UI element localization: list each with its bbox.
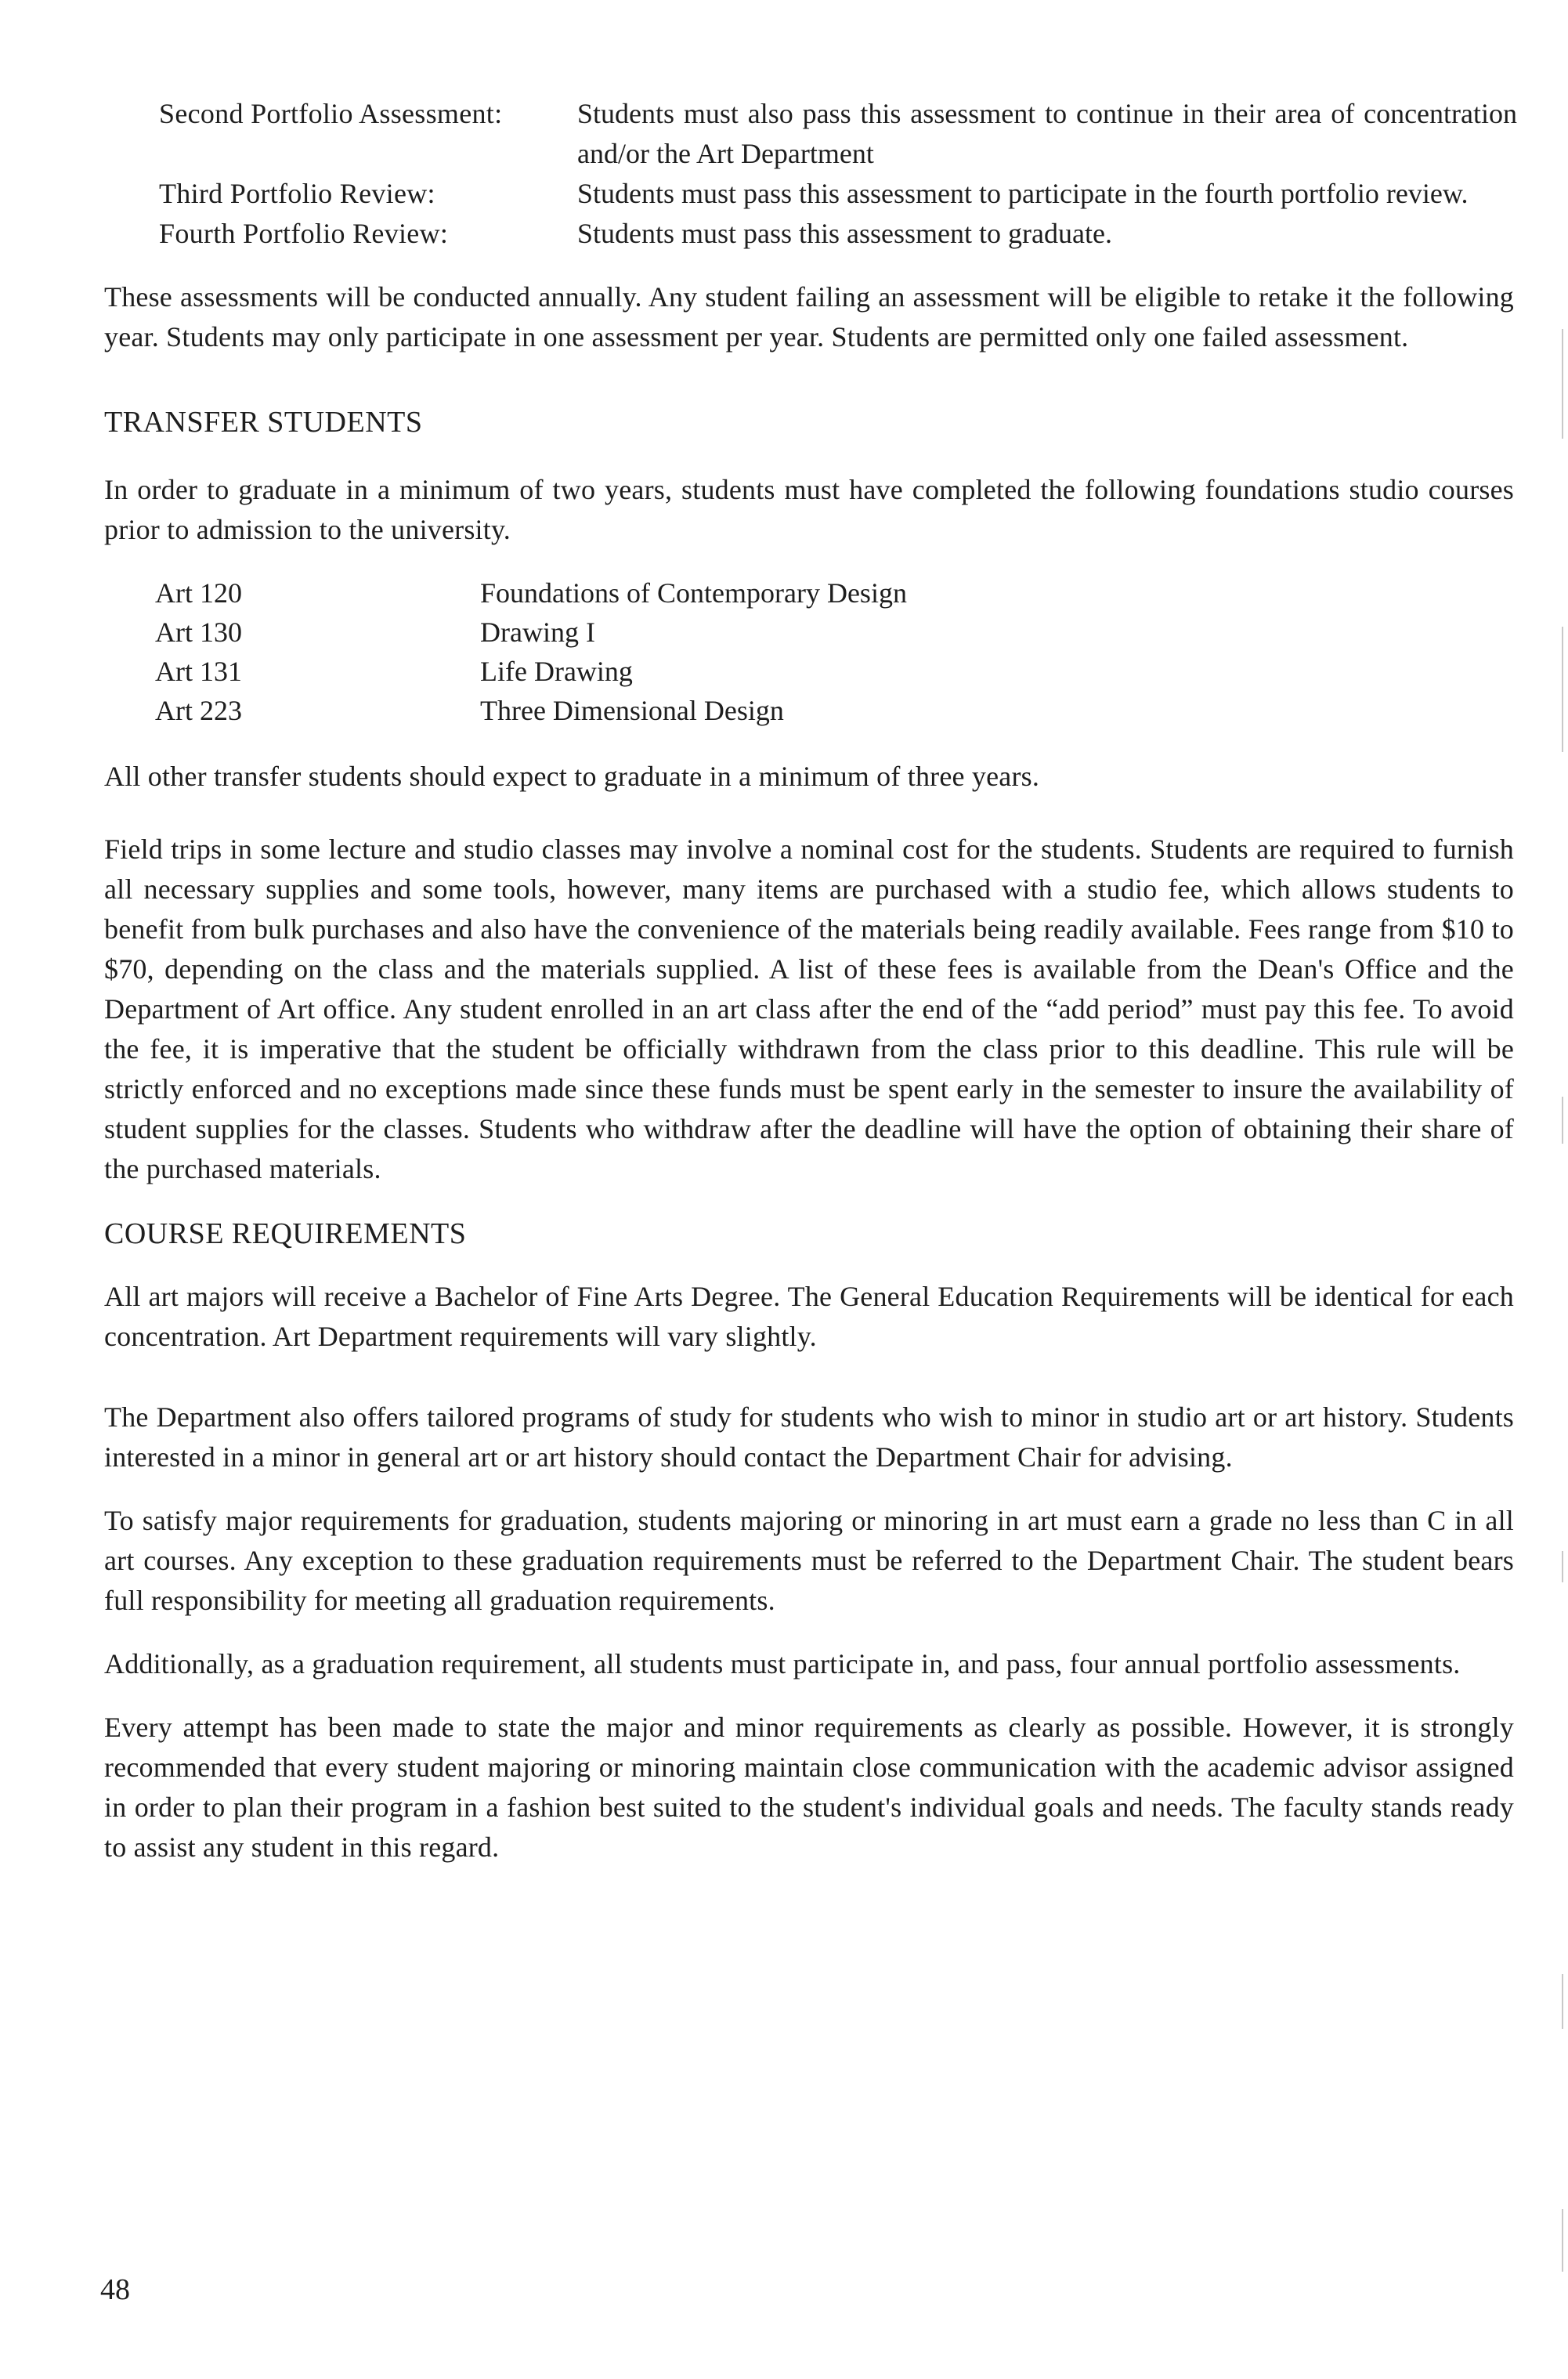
assessment-description: Students must pass this assessment to graduate. <box>577 218 1112 249</box>
course-row <box>155 573 1514 613</box>
assessment-label: Third Portfolio Review: <box>159 178 435 209</box>
assessment-row <box>159 214 1517 254</box>
studio-fees-paragraph: Field trips in some lecture and studio classes may involve a nominal cost for the students. Students are required to furnish all necessary supplies and some tools, however, many items are purchased with a studio fee, which allows students to benefit from bulk purchases and also have the convenience of the materials being readily available. Fees range from $10 to $70, depending on the class and the materials supplied. A list of these fees is available from the Dean's Office and the Department of Art office. Any student enrolled in an art class after the end of the “add period” must pay this fee. To avoid the fee, it is imperative that the student be officially withdrawn from the class prior to this deadline. This rule will be strictly enforced and no exceptions made since these funds must be spent early in the semester to insure the availability of student supplies for the classes. Students who withdraw after the deadline will have the option of obtaining their share of the purchased materials. <box>104 833 1514 1184</box>
course-title: Foundations of Contemporary Design <box>480 577 907 609</box>
course-row <box>155 613 1514 652</box>
transfer-intro: In order to graduate in a minimum of two years, students must have completed the following foundations studio courses prior to admission to the university. <box>104 474 1514 545</box>
scan-edge-mark <box>1562 1097 1563 1144</box>
page-number: 48 <box>100 2273 130 2306</box>
course-number: Art 130 <box>155 616 242 648</box>
course-requirements-paragraph: Additionally, as a graduation requirement, all students must participate in, and pass, four annual portfolio assessments. <box>104 1648 1461 1679</box>
assessment-row <box>159 94 1517 174</box>
transfer-students-heading: TRANSFER STUDENTS <box>104 406 423 439</box>
course-number: Art 120 <box>155 577 242 609</box>
scan-edge-mark <box>1562 1551 1563 1582</box>
course-requirements-paragraph: The Department also offers tailored programs of study for students who wish to minor in studio art or art history. Students interested in a minor in general art or art history should contact the Department Chair for advising. <box>104 1401 1514 1473</box>
course-row <box>155 691 1514 730</box>
assessment-description: Students must also pass this assessment to continue in their area of concentration and/or the Art Department <box>577 98 1517 169</box>
page-content <box>104 94 1517 1867</box>
scan-edge-mark <box>1562 1974 1563 2029</box>
scan-edge-mark <box>1562 627 1563 752</box>
course-requirements-paragraph: All art majors will receive a Bachelor of Fine Arts Degree. The General Education Requirements will be identical for each concentration. Art Department requirements will vary slightly. <box>104 1281 1514 1352</box>
assessment-list <box>159 94 1517 254</box>
assessment-label: Fourth Portfolio Review: <box>159 218 449 249</box>
assessment-description: Students must pass this assessment to participate in the fourth portfolio review. <box>577 178 1469 209</box>
scan-edge-mark <box>1562 329 1563 439</box>
course-requirements-heading: COURSE REQUIREMENTS <box>104 1217 467 1250</box>
foundation-course-list <box>155 573 1514 730</box>
assessment-label: Second Portfolio Assessment: <box>159 98 503 129</box>
scan-edge-mark <box>1562 2209 1563 2272</box>
assessment-note: These assessments will be conducted annually. Any student failing an assessment will be eligible to retake it the following year. Students may only participate in one assessment per year. Students are permitted only one failed assessment. <box>104 281 1514 353</box>
course-number: Art 131 <box>155 656 242 687</box>
course-row <box>155 652 1514 691</box>
course-number: Art 223 <box>155 695 242 726</box>
course-requirements-paragraph: Every attempt has been made to state the major and minor requirements as clearly as possible. However, it is strongly recommended that every student majoring or minoring maintain close communication with the academic advisor assigned in order to plan their program in a fashion best suited to the student's individual goals and needs. The faculty stands ready to assist any student in this regard. <box>104 1712 1514 1863</box>
course-title: Drawing I <box>480 616 595 648</box>
course-title: Three Dimensional Design <box>480 695 784 726</box>
other-transfer-note: All other transfer students should expect to graduate in a minimum of three years. <box>104 761 1040 792</box>
course-title: Life Drawing <box>480 656 633 687</box>
assessment-row <box>159 174 1517 214</box>
course-requirements-paragraph: To satisfy major requirements for graduation, students majoring or minoring in art must earn a grade no less than C in all art courses. Any exception to these graduation requirements must be referred to the Department Chair. The student bears full responsibility for meeting all graduation requirements. <box>104 1505 1514 1616</box>
